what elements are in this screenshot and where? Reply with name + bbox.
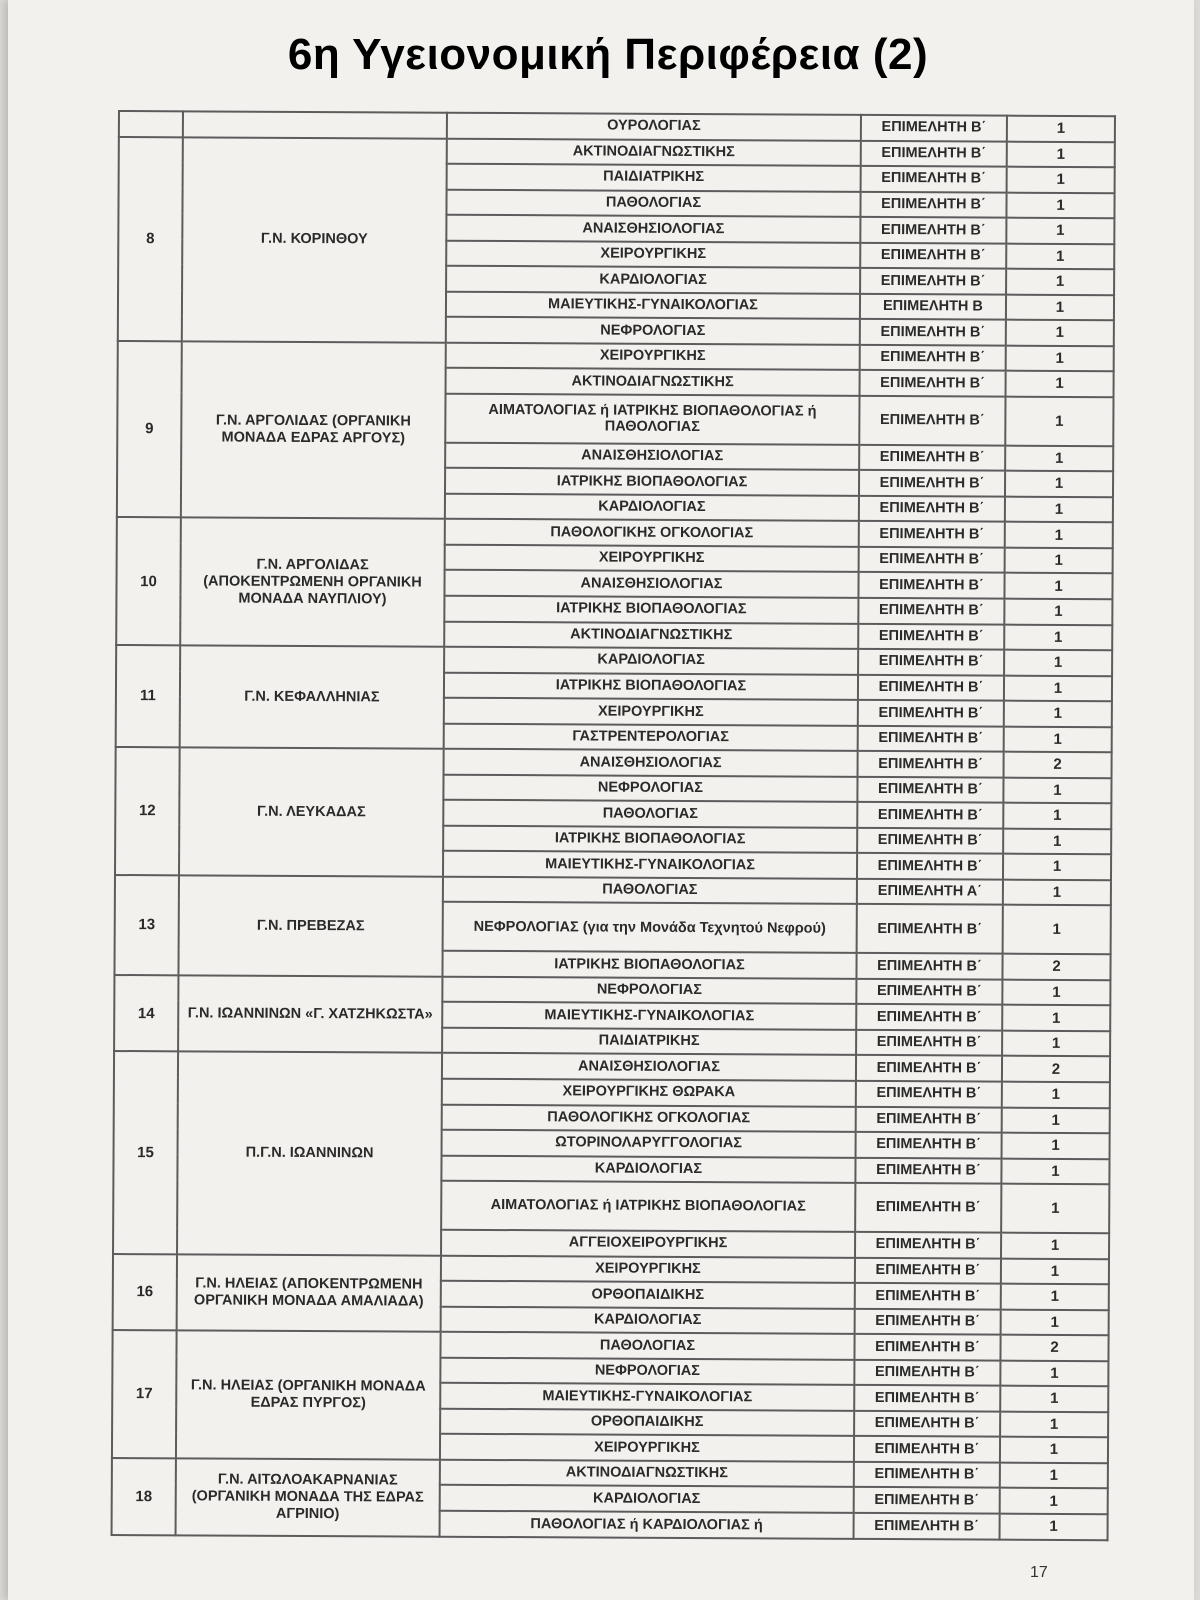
- position-rank-cell: ΕΠΙΜΕΛΗΤΗ Β΄: [858, 598, 1004, 624]
- position-count-cell: 1: [1001, 1233, 1109, 1259]
- position-count-cell: 2: [1002, 1056, 1110, 1082]
- position-rank-cell: ΕΠΙΜΕΛΗΤΗ Β΄: [856, 1081, 1002, 1107]
- position-rank-cell: ΕΠΙΜΕΛΗΤΗ Β΄: [855, 1283, 1001, 1309]
- specialty-cell: ΜΑΙΕΥΤΙΚΗΣ-ΓΥΝΑΙΚΟΛΟΓΙΑΣ: [442, 1002, 856, 1030]
- position-count-cell: 1: [1004, 726, 1112, 752]
- position-count-cell: 1: [1000, 1462, 1108, 1488]
- position-rank-cell: ΕΠΙΜΕΛΗΤΗ Β΄: [859, 445, 1005, 471]
- position-count-cell: 1: [1006, 269, 1114, 295]
- position-count-cell: 1: [1000, 1488, 1108, 1514]
- table-row: [114, 975, 1110, 1006]
- position-rank-cell: ΕΠΙΜΕΛΗΤΗ Β΄: [855, 1257, 1001, 1283]
- position-rank-cell: ΕΠΙΜΕΛΗΤΗ Β΄: [855, 1232, 1001, 1258]
- specialty-cell: ΜΑΙΕΥΤΙΚΗΣ-ΓΥΝΑΙΚΟΛΟΓΙΑΣ: [440, 1383, 854, 1411]
- position-rank-cell: ΕΠΙΜΕΛΗΤΗ Β΄: [858, 751, 1004, 777]
- position-count-cell: 1: [1003, 905, 1111, 955]
- position-count-cell: 2: [1000, 1335, 1108, 1361]
- position-count-cell: 1: [1001, 1158, 1109, 1184]
- position-count-cell: 1: [1001, 1258, 1109, 1284]
- row-number-cell: 10: [116, 517, 181, 645]
- position-rank-cell: ΕΠΙΜΕΛΗΤΗ Β΄: [856, 1030, 1002, 1056]
- position-rank-cell: ΕΠΙΜΕΛΗΤΗ Β΄: [857, 853, 1003, 879]
- position-count-cell: 1: [1004, 701, 1112, 727]
- table-row: [112, 1458, 1108, 1489]
- position-rank-cell: ΕΠΙΜΕΛΗΤΗ Β΄: [858, 649, 1004, 675]
- row-number-cell: 14: [114, 975, 178, 1052]
- specialty-cell: ΧΕΙΡΟΥΡΓΙΚΗΣ: [441, 1255, 855, 1283]
- position-rank-cell: ΕΠΙΜΕΛΗΤΗ Β΄: [859, 396, 1005, 446]
- specialty-cell: ΚΑΡΔΙΟΛΟΓΙΑΣ: [440, 1485, 854, 1513]
- page-number: 17: [1030, 1564, 1048, 1581]
- position-rank-cell: ΕΠΙΜΕΛΗΤΗ Β΄: [854, 1436, 1000, 1462]
- row-number-cell: 12: [115, 747, 180, 875]
- specialty-cell: ΙΑΤΡΙΚΗΣ ΒΙΟΠΑΘΟΛΟΓΙΑΣ: [444, 596, 858, 624]
- specialty-cell: ΙΑΤΡΙΚΗΣ ΒΙΟΠΑΘΟΛΟΓΙΑΣ: [445, 468, 859, 496]
- specialty-cell: ΑΝΑΙΣΘΗΣΙΟΛΟΓΙΑΣ: [446, 215, 860, 243]
- position-count-cell: 1: [1006, 294, 1114, 320]
- position-rank-cell: ΕΠΙΜΕΛΗΤΗ Β΄: [858, 572, 1004, 598]
- hospital-name-cell: Π.Γ.Ν. ΙΩΑΝΝΙΝΩΝ: [177, 1052, 442, 1256]
- position-count-cell: 1: [1000, 1437, 1108, 1463]
- specialty-cell: ΝΕΦΡΟΛΟΓΙΑΣ: [442, 977, 856, 1005]
- position-count-cell: 1: [1002, 1082, 1110, 1108]
- specialty-cell: ΠΑΘΟΛΟΓΙΚΗΣ ΟΓΚΟΛΟΓΙΑΣ: [442, 1104, 856, 1132]
- specialty-cell: ΝΕΦΡΟΛΟΓΙΑΣ: [443, 774, 857, 802]
- table-row: [113, 1254, 1109, 1285]
- position-count-cell: 1: [1003, 854, 1111, 880]
- position-count-cell: 1: [1002, 1031, 1110, 1057]
- position-rank-cell: ΕΠΙΜΕΛΗΤΗ Β΄: [856, 1106, 1002, 1132]
- position-count-cell: 1: [1004, 624, 1112, 650]
- document-page: [8, 0, 1194, 1600]
- hospital-name-cell: Γ.Ν. ΑΡΓΟΛΙΔΑΣ (ΟΡΓΑΝΙΚΗ ΜΟΝΑΔΑ ΕΔΡΑΣ ΑΡΓΟΥΣ): [181, 341, 446, 519]
- position-rank-cell: ΕΠΙΜΕΛΗΤΗ Β΄: [860, 345, 1006, 371]
- specialty-cell: ΠΑΘΟΛΟΓΙΑΣ: [443, 877, 857, 905]
- specialty-cell: ΑΝΑΙΣΘΗΣΙΟΛΟΓΙΑΣ: [444, 749, 858, 777]
- position-count-cell: 1: [1001, 1309, 1109, 1335]
- position-count-cell: 1: [1002, 979, 1110, 1005]
- table-row: [114, 1051, 1110, 1082]
- position-rank-cell: ΕΠΙΜΕΛΗΤΗ Β΄: [858, 623, 1004, 649]
- specialty-cell: ΑΚΤΙΝΟΔΙΑΓΝΩΣΤΙΚΗΣ: [440, 1460, 854, 1488]
- position-rank-cell: ΕΠΙΜΕΛΗΤΗ Β΄: [860, 217, 1006, 243]
- positions-table-wrapper: [111, 110, 1114, 1541]
- positions-table: [111, 110, 1116, 1541]
- position-count-cell: 1: [1004, 599, 1112, 625]
- position-count-cell: 1: [1004, 675, 1112, 701]
- position-rank-cell: ΕΠΙΜΕΛΗΤΗ Β΄: [856, 953, 1002, 979]
- position-count-cell: 1: [1000, 1411, 1108, 1437]
- position-rank-cell: ΕΠΙΜΕΛΗΤΗ Β΄: [858, 726, 1004, 752]
- specialty-cell: ΧΕΙΡΟΥΡΓΙΚΗΣ: [446, 240, 860, 268]
- specialty-cell: ΝΕΦΡΟΛΟΓΙΑΣ (για την Μονάδα Τεχνητού Νεφρού): [443, 902, 857, 953]
- position-count-cell: 1: [1000, 1514, 1108, 1541]
- specialty-cell: ΙΑΤΡΙΚΗΣ ΒΙΟΠΑΘΟΛΟΓΙΑΣ: [442, 951, 856, 979]
- specialty-cell: ΑΚΤΙΝΟΔΙΑΓΝΩΣΤΙΚΗΣ: [446, 368, 860, 396]
- specialty-cell: ΝΕΦΡΟΛΟΓΙΑΣ: [440, 1357, 854, 1385]
- position-rank-cell: ΕΠΙΜΕΛΗΤΗ Β΄: [860, 319, 1006, 345]
- position-count-cell: 1: [1006, 192, 1114, 218]
- specialty-cell: ΠΑΘΟΛΟΓΙΑΣ: [443, 800, 857, 828]
- specialty-cell: ΠΑΘΟΛΟΓΙΑΣ: [440, 1332, 854, 1360]
- position-count-cell: 1: [1004, 573, 1112, 599]
- position-rank-cell: ΕΠΙΜΕΛΗΤΗ Β΄: [858, 674, 1004, 700]
- row-number-cell: 15: [113, 1051, 178, 1253]
- position-rank-cell: ΕΠΙΜΕΛΗΤΗ Β: [860, 294, 1006, 320]
- hospital-name-cell: Γ.Ν. ΙΩΑΝΝΙΝΩΝ «Γ. ΧΑΤΖΗΚΩΣΤΑ»: [178, 975, 442, 1053]
- position-rank-cell: ΕΠΙΜΕΛΗΤΗ Α΄: [857, 879, 1003, 905]
- position-count-cell: 2: [1002, 954, 1110, 980]
- specialty-cell: ΟΡΘΟΠΑΙΔΙΚΗΣ: [441, 1281, 855, 1309]
- position-rank-cell: ΕΠΙΜΕΛΗΤΗ Β΄: [854, 1360, 1000, 1386]
- specialty-cell: ΧΕΙΡΟΥΡΓΙΚΗΣ ΘΩΡΑΚΑ: [442, 1079, 856, 1107]
- row-number-cell: 9: [117, 341, 182, 518]
- position-count-cell: 1: [1005, 396, 1113, 446]
- position-rank-cell: ΕΠΙΜΕΛΗΤΗ Β΄: [856, 1132, 1002, 1158]
- specialty-cell: ΑΚΤΙΝΟΔΙΑΓΝΩΣΤΙΚΗΣ: [444, 621, 858, 649]
- specialty-cell: ΟΡΘΟΠΑΙΔΙΚΗΣ: [440, 1408, 854, 1436]
- specialty-cell: ΑΙΜΑΤΟΛΟΓΙΑΣ ή ΙΑΤΡΙΚΗΣ ΒΙΟΠΑΘΟΛΟΓΙΑΣ: [441, 1181, 855, 1232]
- specialty-cell: ΜΑΙΕΥΤΙΚΗΣ-ΓΥΝΑΙΚΟΛΟΓΙΑΣ: [443, 851, 857, 879]
- specialty-cell: ΑΓΓΕΙΟΧΕΙΡΟΥΡΓΙΚΗΣ: [441, 1230, 855, 1258]
- position-rank-cell: ΕΠΙΜΕΛΗΤΗ Β΄: [860, 370, 1006, 396]
- specialty-cell: ΓΑΣΤΡΕΝΤΕΡΟΛΟΓΙΑΣ: [444, 723, 858, 751]
- specialty-cell: ΠΑΙΔΙΑΤΡΙΚΗΣ: [442, 1028, 856, 1056]
- position-count-cell: 1: [1006, 371, 1114, 397]
- row-number-cell: [119, 111, 183, 137]
- position-count-cell: 1: [1002, 1005, 1110, 1031]
- position-count-cell: 1: [1006, 320, 1114, 346]
- position-rank-cell: ΕΠΙΜΕΛΗΤΗ Β΄: [857, 828, 1003, 854]
- specialty-cell: ΑΝΑΙΣΘΗΣΙΟΛΟΓΙΑΣ: [445, 443, 859, 471]
- specialty-cell: ΑΝΑΙΣΘΗΣΙΟΛΟΓΙΑΣ: [442, 1053, 856, 1081]
- position-rank-cell: ΕΠΙΜΕΛΗΤΗ Β΄: [856, 1055, 1002, 1081]
- row-number-cell: 11: [116, 645, 181, 747]
- specialty-cell: ΧΕΙΡΟΥΡΓΙΚΗΣ: [446, 343, 860, 371]
- specialty-cell: ΜΑΙΕΥΤΙΚΗΣ-ΓΥΝΑΙΚΟΛΟΓΙΑΣ: [446, 291, 860, 319]
- table-row: [119, 137, 1115, 168]
- position-rank-cell: ΕΠΙΜΕΛΗΤΗ Β΄: [854, 1462, 1000, 1488]
- specialty-cell: ΩΤΟΡΙΝΟΛΑΡΥΓΓΟΛΟΓΙΑΣ: [442, 1130, 856, 1158]
- position-count-cell: 1: [1003, 828, 1111, 854]
- specialty-cell: ΑΙΜΑΤΟΛΟΓΙΑΣ ή ΙΑΤΡΙΚΗΣ ΒΙΟΠΑΘΟΛΟΓΙΑΣ ή ΠΑΘΟΛΟΓΙΑΣ: [445, 394, 859, 445]
- position-count-cell: 2: [1004, 752, 1112, 778]
- specialty-cell: ΧΕΙΡΟΥΡΓΙΚΗΣ: [445, 545, 859, 573]
- specialty-cell: ΝΕΦΡΟΛΟΓΙΑΣ: [446, 317, 860, 345]
- position-count-cell: 1: [1007, 141, 1115, 167]
- position-rank-cell: ΕΠΙΜΕΛΗΤΗ Β΄: [859, 470, 1005, 496]
- position-rank-cell: ΕΠΙΜΕΛΗΤΗ Β΄: [857, 777, 1003, 803]
- position-rank-cell: ΕΠΙΜΕΛΗΤΗ Β΄: [855, 1157, 1001, 1183]
- specialty-cell: ΚΑΡΔΙΟΛΟΓΙΑΣ: [445, 494, 859, 522]
- row-number-cell: 18: [112, 1458, 176, 1536]
- position-count-cell: 1: [1007, 167, 1115, 193]
- specialty-cell: ΙΑΤΡΙΚΗΣ ΒΙΟΠΑΘΟΛΟΓΙΑΣ: [444, 672, 858, 700]
- position-rank-cell: ΕΠΙΜΕΛΗΤΗ Β΄: [859, 496, 1005, 522]
- hospital-name-cell: Γ.Ν. ΗΛΕΙΑΣ (ΑΠΟΚΕΝΤΡΩΜΕΝΗ ΟΡΓΑΝΙΚΗ ΜΟΝΑΔΑ ΑΜΑΛΙΑΔΑ): [177, 1254, 441, 1332]
- position-count-cell: 1: [1006, 218, 1114, 244]
- position-count-cell: 1: [1005, 471, 1113, 497]
- table-row: [116, 747, 1112, 778]
- position-rank-cell: ΕΠΙΜΕΛΗΤΗ Β΄: [854, 1411, 1000, 1437]
- position-rank-cell: ΕΠΙΜΕΛΗΤΗ Β΄: [855, 1309, 1001, 1335]
- position-count-cell: 1: [1005, 522, 1113, 548]
- position-count-cell: 1: [1002, 1107, 1110, 1133]
- position-rank-cell: ΕΠΙΜΕΛΗΤΗ Β΄: [861, 140, 1007, 166]
- position-rank-cell: ΕΠΙΜΕΛΗΤΗ Β΄: [857, 802, 1003, 828]
- position-count-cell: 1: [1003, 803, 1111, 829]
- row-number-cell: 13: [114, 875, 179, 975]
- position-rank-cell: ΕΠΙΜΕΛΗΤΗ Β΄: [860, 243, 1006, 269]
- row-number-cell: 16: [113, 1254, 177, 1331]
- specialty-cell: ΚΑΡΔΙΟΛΟΓΙΑΣ: [441, 1155, 855, 1183]
- position-count-cell: 1: [1000, 1386, 1108, 1412]
- specialty-cell: ΙΑΤΡΙΚΗΣ ΒΙΟΠΑΘΟΛΟΓΙΑΣ: [443, 825, 857, 853]
- position-rank-cell: ΕΠΙΜΕΛΗΤΗ Β΄: [861, 166, 1007, 192]
- position-count-cell: 1: [1004, 650, 1112, 676]
- position-rank-cell: ΕΠΙΜΕΛΗΤΗ Β΄: [856, 1004, 1002, 1030]
- hospital-name-cell: Γ.Ν. ΛΕΥΚΑΔΑΣ: [179, 748, 444, 877]
- specialty-cell: ΚΑΡΔΙΟΛΟΓΙΑΣ: [444, 647, 858, 675]
- position-rank-cell: ΕΠΙΜΕΛΗΤΗ Β΄: [859, 547, 1005, 573]
- table-row: [118, 341, 1114, 372]
- table-row: [117, 517, 1113, 548]
- row-number-cell: 8: [118, 137, 183, 342]
- position-rank-cell: ΕΠΙΜΕΛΗΤΗ Β΄: [854, 1385, 1000, 1411]
- position-rank-cell: ΕΠΙΜΕΛΗΤΗ Β΄: [860, 191, 1006, 217]
- position-count-cell: 1: [1005, 445, 1113, 471]
- page-title: 6η Υγειονομική Περιφέρεια (2): [287, 30, 929, 79]
- specialty-cell: ΑΝΑΙΣΘΗΣΙΟΛΟΓΙΑΣ: [444, 570, 858, 598]
- position-rank-cell: ΕΠΙΜΕΛΗΤΗ Β΄: [860, 268, 1006, 294]
- hospital-name-cell: Γ.Ν. ΑΡΓΟΛΙΔΑΣ (ΑΠΟΚΕΝΤΡΩΜΕΝΗ ΟΡΓΑΝΙΚΗ ΜΟΝΑΔΑ ΝΑΥΠΛΙΟΥ): [180, 518, 445, 647]
- specialty-cell: ΟΥΡΟΛΟΓΙΑΣ: [447, 113, 861, 141]
- hospital-name-cell: Γ.Ν. ΗΛΕΙΑΣ (ΟΡΓΑΝΙΚΗ ΜΟΝΑΔΑ ΕΔΡΑΣ ΠΥΡΓΟΣ): [176, 1330, 441, 1459]
- position-count-cell: 1: [1006, 345, 1114, 371]
- hospital-name-cell: Γ.Ν. ΚΕΦΑΛΛΗΝΙΑΣ: [180, 645, 445, 749]
- specialty-cell: ΠΑΙΔΙΑΤΡΙΚΗΣ: [447, 164, 861, 192]
- specialty-cell: ΚΑΡΔΙΟΛΟΓΙΑΣ: [446, 266, 860, 294]
- position-rank-cell: ΕΠΙΜΕΛΗΤΗ Β΄: [858, 700, 1004, 726]
- specialty-cell: ΠΑΘΟΛΟΓΙΑΣ: [446, 189, 860, 217]
- position-rank-cell: ΕΠΙΜΕΛΗΤΗ Β΄: [854, 1334, 1000, 1360]
- hospital-name-cell: Γ.Ν. ΑΙΤΩΛΟΑΚΑΡΝΑΝΙΑΣ (ΟΡΓΑΝΙΚΗ ΜΟΝΑΔΑ ΤΗΣ ΕΔΡΑΣ ΑΓΡΙΝΙΟ): [176, 1458, 440, 1537]
- position-rank-cell: ΕΠΙΜΕΛΗΤΗ Β΄: [855, 1183, 1001, 1233]
- position-rank-cell: ΕΠΙΜΕΛΗΤΗ Β΄: [859, 521, 1005, 547]
- position-count-cell: 1: [1002, 1133, 1110, 1159]
- hospital-name-cell: Γ.Ν. ΚΟΡΙΝΘΟΥ: [182, 137, 447, 343]
- row-number-cell: 17: [112, 1330, 177, 1458]
- position-count-cell: 1: [1001, 1284, 1109, 1310]
- position-count-cell: 1: [1005, 497, 1113, 523]
- table-row: [115, 875, 1111, 906]
- position-count-cell: 1: [1007, 116, 1115, 142]
- position-count-cell: 1: [1000, 1360, 1108, 1386]
- hospital-name-cell: [183, 111, 447, 138]
- position-rank-cell: ΕΠΙΜΕΛΗΤΗ Β΄: [854, 1513, 1000, 1540]
- specialty-cell: ΠΑΘΟΛΟΓΙΑΣ ή ΚΑΡΔΙΟΛΟΓΙΑΣ ή: [440, 1511, 854, 1539]
- position-rank-cell: ΕΠΙΜΕΛΗΤΗ Β΄: [857, 904, 1003, 954]
- position-count-cell: 1: [1005, 548, 1113, 574]
- specialty-cell: ΑΚΤΙΝΟΔΙΑΓΝΩΣΤΙΚΗΣ: [447, 138, 861, 166]
- position-rank-cell: ΕΠΙΜΕΛΗΤΗ Β΄: [861, 115, 1007, 141]
- hospital-name-cell: Γ.Ν. ΠΡΕΒΕΖΑΣ: [178, 875, 443, 976]
- positions-table-body: [112, 111, 1115, 1540]
- table-row: [116, 645, 1112, 676]
- position-rank-cell: ΕΠΙΜΕΛΗΤΗ Β΄: [854, 1487, 1000, 1513]
- position-count-cell: 1: [1006, 243, 1114, 269]
- specialty-cell: ΠΑΘΟΛΟΓΙΚΗΣ ΟΓΚΟΛΟΓΙΑΣ: [445, 519, 859, 547]
- specialty-cell: ΚΑΡΔΙΟΛΟΓΙΑΣ: [441, 1306, 855, 1334]
- table-row: [112, 1330, 1108, 1361]
- specialty-cell: ΧΕΙΡΟΥΡΓΙΚΗΣ: [444, 698, 858, 726]
- position-rank-cell: ΕΠΙΜΕΛΗΤΗ Β΄: [856, 979, 1002, 1005]
- specialty-cell: ΧΕΙΡΟΥΡΓΙΚΗΣ: [440, 1434, 854, 1462]
- position-count-cell: 1: [1003, 777, 1111, 803]
- position-count-cell: 1: [1001, 1184, 1109, 1234]
- position-count-cell: 1: [1003, 879, 1111, 905]
